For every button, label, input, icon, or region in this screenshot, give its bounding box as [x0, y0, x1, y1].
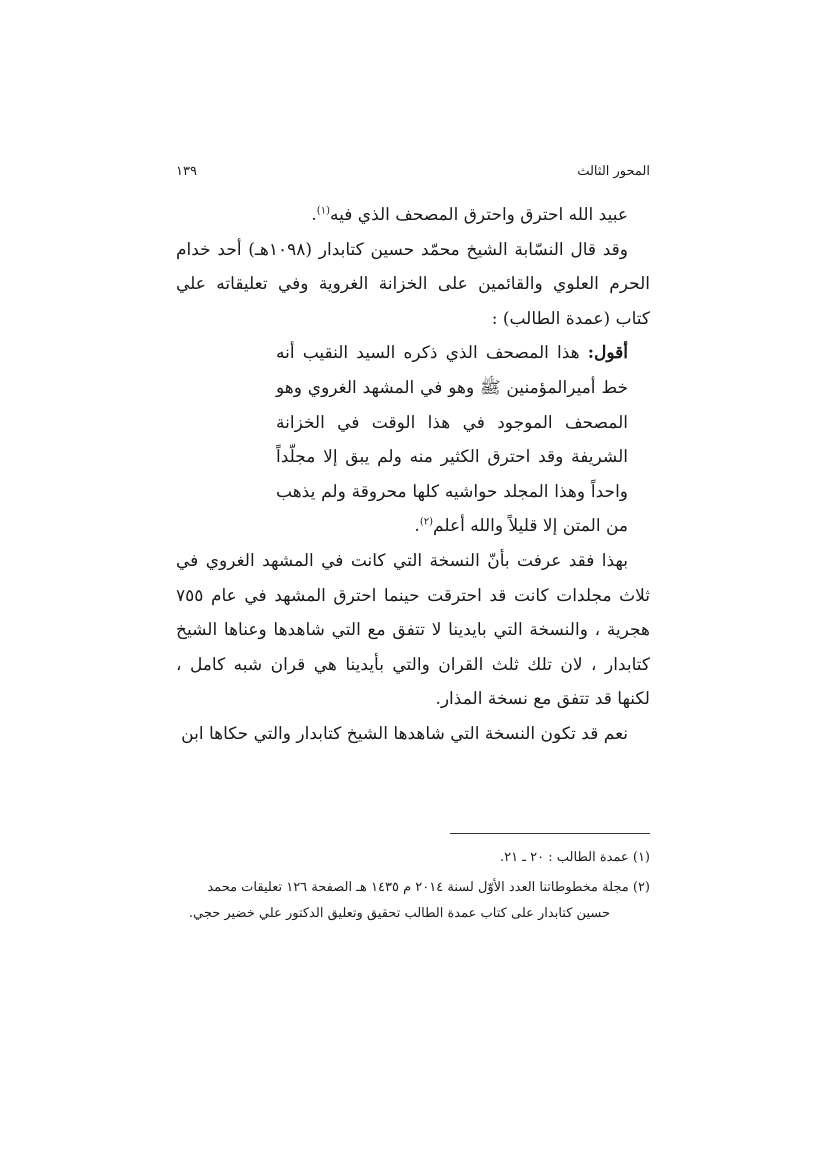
footnote-ref-2[interactable]: (٢) [419, 516, 434, 528]
quote-end: . [414, 516, 420, 537]
paragraph-1-text: عبيد الله احترق واحترق المصحف الذي فيه [329, 205, 628, 225]
paragraph-1 [176, 198, 650, 233]
footnote-ref-1[interactable]: (١) [316, 205, 330, 217]
chapter-title: المحور الثالث [577, 164, 650, 179]
footnote-separator [450, 833, 650, 834]
quote-lead: أقول: [587, 343, 628, 364]
paragraph-1-end: . [311, 205, 317, 225]
footnotes [176, 845, 650, 927]
main-text [176, 198, 650, 752]
footnote-2-continuation: حسين كتابدار على كتاب عمدة الطالب تحقيق وتعليق الدكتور علي خضير حجي. [188, 906, 610, 921]
footnote-2: (٢) مجلة مخطوطاتنا العدد الأوّل لسنة ٢٠١٤ م ١٤٣٥ هـ الصفحة ١٢٦ تعليقات محمد [207, 880, 650, 895]
running-header [176, 164, 650, 186]
footnote-1: (١) عمدة الطالب : ٢٠ ـ ٢١. [499, 850, 650, 865]
quotation-block [176, 336, 650, 544]
quote-text: هذا المصحف الذي ذكره السيد النقيب أنه خط أميرالمؤمنين ﷺ وهو في المشهد الغروي وهو المصحف الموجود في هذا الوقت في الخزانة الشريفة وقد احترق الكثير منه ولم يبق إلا مجلّداً واحداً وهذا المجلد حواشيه كلها محروقة ولم يذهب من المتن إلا قليلاً والله أعلم [276, 343, 628, 537]
paragraph-5: نعم قد تكون النسخة التي شاهدها الشيخ كتابدار والتي حكاها ابن [181, 723, 628, 744]
paragraph-4: بهذا فقد عرفت بأنّ النسخة التي كانت في المشهد الغروي في ثلاث مجلدات كانت قد احترقت حينما احترق المشهد في عام ٧٥٥ هجرية ، والنسخة التي بايدينا لا تتفق مع التي شاهدها وعناها الشيخ كتابدار ، لان تلك ثلث القران والتي بأيدينا هي قران شبه كامل ، لكنها قد تتفق مع نسخة المذار. [176, 550, 650, 710]
page-number: ١٣٩ [176, 164, 197, 179]
paragraph-2: وقد قال النسّابة الشيخ محمّد حسين كتابدار (١٠٩٨هـ) أحد خدام الحرم العلوي والقائمين على الخزانة الغروية وفي تعليقاته علي كتاب (عمدة الطالب) : [176, 239, 650, 329]
